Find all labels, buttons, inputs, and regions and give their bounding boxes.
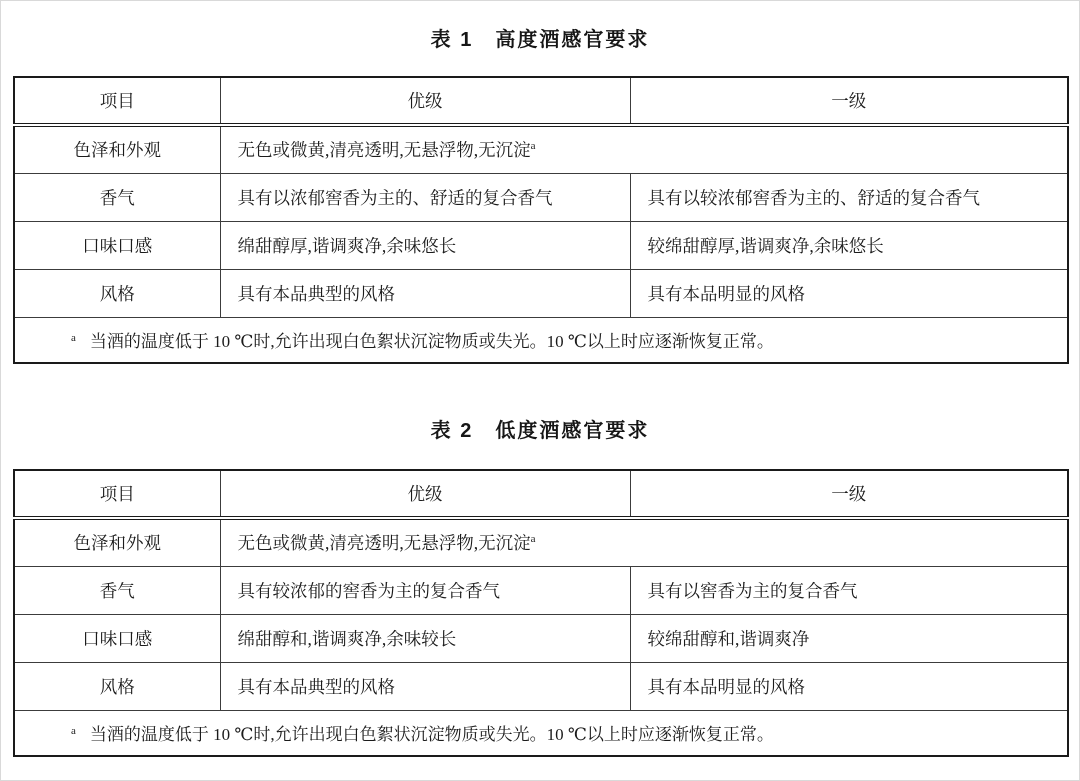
table1-header-premium-grade: 优级 <box>220 77 630 125</box>
grade-youji-cell: 具有本品典型的风格 <box>220 269 630 317</box>
grade-youji-cell: 绵甜醇厚,谐调爽净,余味悠长 <box>220 221 630 269</box>
row-label-cell: 香气 <box>14 173 220 221</box>
row-label-cell: 色泽和外观 <box>14 518 220 566</box>
grade-yiji-cell: 较绵甜醇厚,谐调爽净,余味悠长 <box>630 221 1068 269</box>
grade-merged-cell <box>220 125 1068 173</box>
table1-footnote-row <box>14 317 1068 363</box>
footnote-ref-a: a <box>530 533 536 546</box>
table1-caption <box>1 23 1079 52</box>
table2-row-taste <box>14 614 1068 662</box>
table2-caption-title: 低度酒感官要求 <box>495 420 650 442</box>
footnote-text: 当酒的温度低于 10 ℃时,允许出现白色絮状沉淀物质或失光。10 ℃以上时应逐渐恢复正常。 <box>89 332 774 352</box>
table2-caption-number: 表 2 <box>430 420 474 442</box>
cell-text: 无色或微黄,清亮透明,无悬浮物,无沉淀 <box>237 533 531 554</box>
row-label-cell: 风格 <box>14 662 220 710</box>
grade-yiji-cell: 具有本品明显的风格 <box>630 269 1068 317</box>
table1-row-color-appearance <box>14 125 1068 173</box>
grade-yiji-cell: 较绵甜醇和,谐调爽净 <box>630 614 1068 662</box>
table2-row-aroma <box>14 566 1068 614</box>
table2-caption <box>1 414 1079 443</box>
footnote-text: 当酒的温度低于 10 ℃时,允许出现白色絮状沉淀物质或失光。10 ℃以上时应逐渐恢复正常。 <box>89 725 774 745</box>
table1-header-row <box>14 77 1068 125</box>
table1-caption-number: 表 1 <box>430 29 474 51</box>
grade-yiji-cell: 具有以窖香为主的复合香气 <box>630 566 1068 614</box>
table2-footnote-row <box>14 710 1068 756</box>
grade-yiji-cell: 具有本品明显的风格 <box>630 662 1068 710</box>
grade-youji-cell: 具有较浓郁的窖香为主的复合香气 <box>220 566 630 614</box>
table2-header-item: 项目 <box>14 470 220 518</box>
footnote-marker-a: a <box>71 724 76 737</box>
grade-merged-cell <box>220 518 1068 566</box>
table2-row-style <box>14 662 1068 710</box>
grade-youji-cell: 绵甜醇和,谐调爽净,余味较长 <box>220 614 630 662</box>
table2-footnote-cell <box>14 710 1068 756</box>
row-label-cell: 口味口感 <box>14 614 220 662</box>
row-label-cell: 风格 <box>14 269 220 317</box>
table1-caption-title: 高度酒感官要求 <box>495 29 650 51</box>
table1-header-first-grade: 一级 <box>630 77 1068 125</box>
row-label-cell: 色泽和外观 <box>14 125 220 173</box>
table1-row-taste <box>14 221 1068 269</box>
table2-row-color-appearance <box>14 518 1068 566</box>
table2-header-first-grade: 一级 <box>630 470 1068 518</box>
table1-footnote-cell <box>14 317 1068 363</box>
cell-text: 无色或微黄,清亮透明,无悬浮物,无沉淀 <box>237 140 531 161</box>
table1-high-alcohol-sensory <box>13 76 1069 364</box>
table1-row-aroma <box>14 173 1068 221</box>
table1-row-style <box>14 269 1068 317</box>
grade-yiji-cell: 具有以较浓郁窖香为主的、舒适的复合香气 <box>630 173 1068 221</box>
table2-low-alcohol-sensory <box>13 469 1069 757</box>
footnote-ref-a: a <box>530 140 536 153</box>
grade-youji-cell: 具有本品典型的风格 <box>220 662 630 710</box>
row-label-cell: 口味口感 <box>14 221 220 269</box>
grade-youji-cell: 具有以浓郁窖香为主的、舒适的复合香气 <box>220 173 630 221</box>
footnote-marker-a: a <box>71 331 76 344</box>
row-label-cell: 香气 <box>14 566 220 614</box>
table1-header-item: 项目 <box>14 77 220 125</box>
table2-header-row <box>14 470 1068 518</box>
table2-header-premium-grade: 优级 <box>220 470 630 518</box>
